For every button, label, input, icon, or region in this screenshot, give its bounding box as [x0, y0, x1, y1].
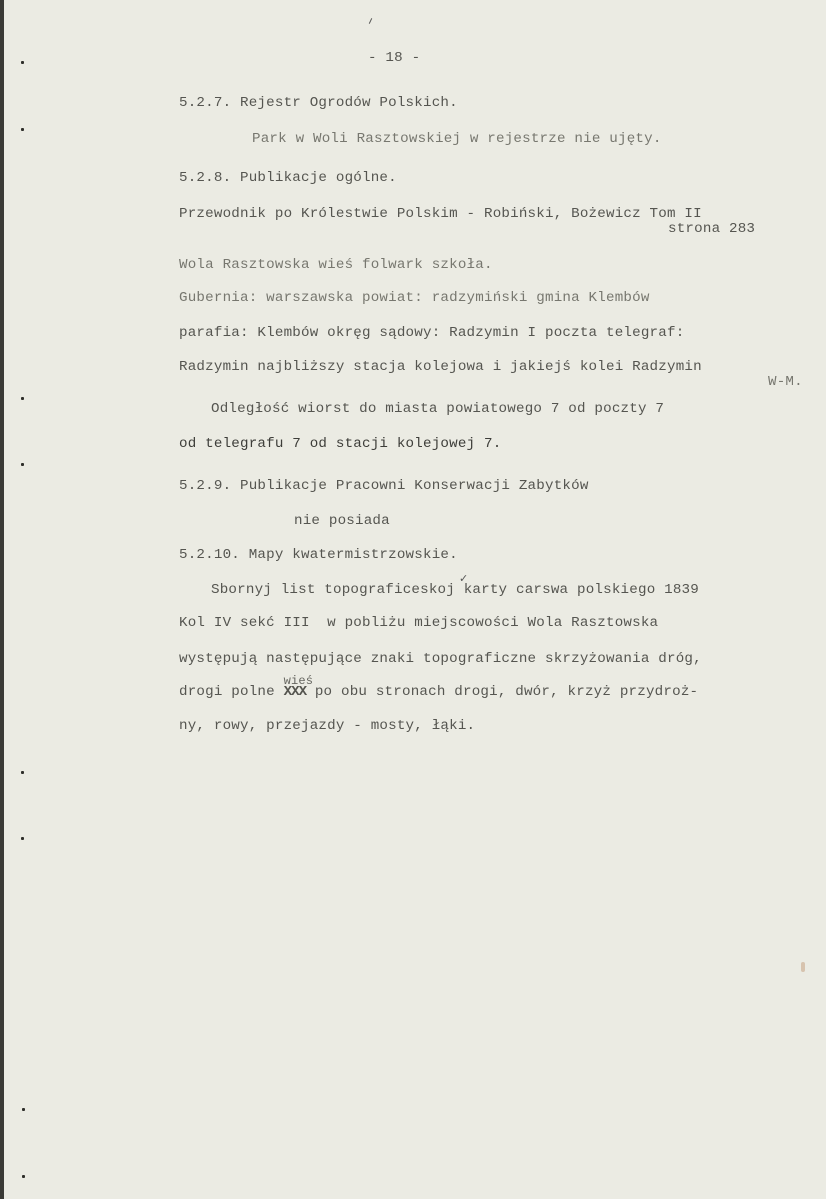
text-fragment: po obu stronach drogi, dwór, krzyż przydroż-	[306, 684, 699, 700]
section-body-line: parafia: Klembów okręg sądowy: Radzymin I poczta telegraf:	[179, 325, 685, 341]
margin-mark	[22, 1108, 25, 1111]
margin-mark	[21, 771, 24, 774]
margin-mark	[21, 397, 24, 400]
section-body-line: Kol IV sekć III w pobliżu miejscowości Wola Rasztowska	[179, 615, 659, 631]
pen-tick-mark	[369, 18, 372, 24]
margin-mark	[21, 837, 24, 840]
section-heading-5-2-9: 5.2.9. Publikacje Pracowni Konserwacji Zabytków	[179, 478, 589, 494]
margin-mark	[21, 463, 24, 466]
paper-stain	[801, 962, 805, 972]
overtyped-word	[283, 674, 314, 700]
checkmark-annotation: ✓	[459, 572, 469, 585]
section-body-line: Radzymin najbliższy stacja kolejowa i jakiejś kolei Radzymin	[179, 359, 702, 375]
correction-text: wieś	[283, 674, 314, 688]
section-heading-5-2-8: 5.2.8. Publikacje ogólne.	[179, 170, 397, 186]
section-body-line: strona 283	[668, 221, 756, 237]
section-body-line: Gubernia: warszawska powiat: radzymiński gmina Klembów	[179, 290, 650, 306]
document-page	[4, 0, 826, 1199]
section-body-line: Przewodnik po Królestwie Polskim - Robiński, Bożewicz Tom II	[179, 206, 702, 222]
section-body-line: W-M.	[768, 374, 803, 390]
margin-mark	[22, 1175, 25, 1178]
section-heading-5-2-10: 5.2.10. Mapy kwatermistrzowskie.	[179, 547, 458, 563]
section-body-line: Park w Woli Rasztowskiej w rejestrze nie ujęty.	[252, 131, 662, 147]
struck-text: XXX	[283, 684, 307, 700]
section-body-line: od telegrafu 7 od stacji kolejowej 7.	[179, 436, 502, 452]
section-body-line: ny, rowy, przejazdy - mosty, łąki.	[179, 718, 476, 734]
section-body-line: nie posiada	[294, 513, 390, 529]
section-body-line: Sbornyj list topograficeskoj karty carswa polskiego 1839	[211, 582, 699, 598]
text-fragment: drogi polne	[179, 684, 284, 700]
margin-mark	[21, 61, 24, 64]
section-body-line: występują następujące znaki topograficzne skrzyżowania dróg,	[179, 651, 702, 667]
margin-mark	[21, 128, 24, 131]
section-body-line: Odległość wiorst do miasta powiatowego 7 od poczty 7	[211, 401, 665, 417]
section-body-line-overtyped	[179, 674, 699, 700]
section-heading-5-2-7: 5.2.7. Rejestr Ogrodów Polskich.	[179, 95, 458, 111]
section-body-line: Wola Rasztowska wieś folwark szkoła.	[179, 257, 493, 273]
page-number: - 18 -	[368, 50, 421, 66]
